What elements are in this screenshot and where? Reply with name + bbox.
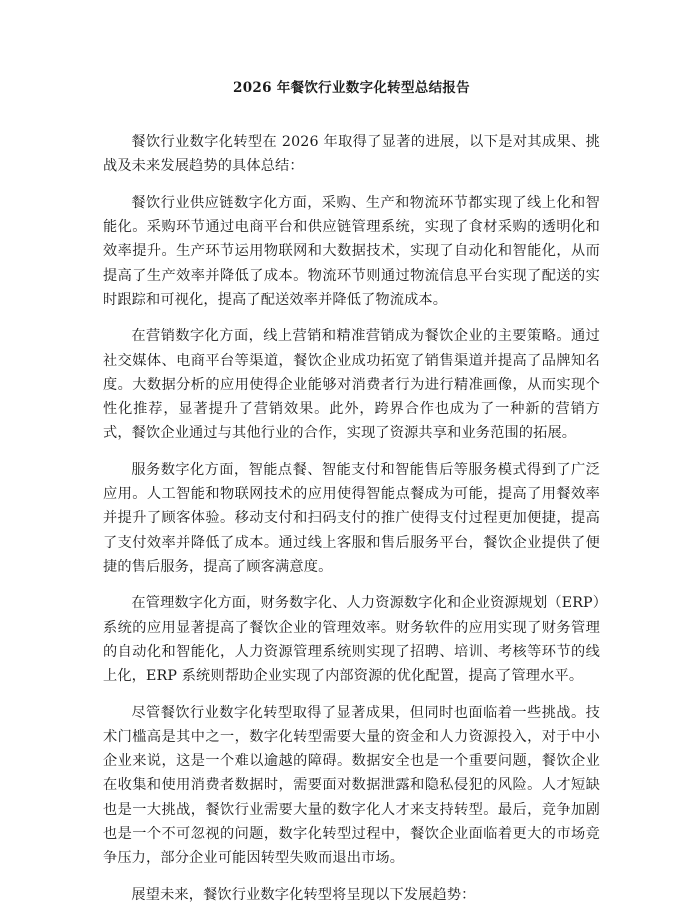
paragraph-challenges: 尽管餐饮行业数字化转型取得了显著成果，但同时也面临着一些挑战。技术门槛高是其中之一，数字化转型需要大量的资金和人力资源投入，对于中小企业来说，这是一个难以逾越的障碍。数据安全也是一个重要问题，餐饮企业在收集和使用消费者数据时，需要面对数据泄露和隐私侵犯的风险。人才短缺也是一大挑战，餐饮行业需要大量的数字化人才来支持转型。最后，竞争加剧也是一个不可忽视的问题，数字化转型过程中，餐饮企业面临着更大的市场竞争压力，部分企业可能因转型失败而退出市场。 — [103, 704, 600, 866]
paragraph-outlook: 展望未来，餐饮行业数字化转型将呈现以下发展趋势： — [131, 886, 476, 903]
paragraph-intro: 餐饮行业数字化转型在 2026 年取得了显著的进展，以下是对其成果、挑战及未来发展趋势的具体总结： — [103, 134, 600, 175]
document-page — [103, 78, 600, 919]
paragraph-management: 在管理数字化方面，财务数字化、人力资源数字化和企业资源规划（ERP）系统的应用显著提高了餐饮企业的管理效率。财务软件的应用实现了财务管理的自动化和智能化，人力资源管理系统则实现了招聘、培训、考核等环节的线上化，ERP 系统则帮助企业实现了内部资源的优化配置，提高了管理水平。 — [103, 595, 600, 685]
document-title: 2026 年餐饮行业数字化转型总结报告 — [233, 80, 470, 96]
paragraph-service: 服务数字化方面，智能点餐、智能支付和智能售后等服务模式得到了广泛应用。人工智能和物联网技术的应用使得智能点餐成为可能，提高了用餐效率并提升了顾客体验。移动支付和扫码支付的推广使得支付过程更加便捷，提高了支付效率并降低了成本。通过线上客服和售后服务平台，餐饮企业提供了便捷的售后服务，提高了顾客满意度。 — [103, 461, 600, 575]
paragraph-marketing: 在营销数字化方面，线上营销和精准营销成为餐饮企业的主要策略。通过社交媒体、电商平台等渠道，餐饮企业成功拓宽了销售渠道并提高了品牌知名度。大数据分析的应用使得企业能够对消费者行为进行精准画像，从而实现个性化推荐，显著提升了营销效果。此外，跨界合作也成为了一种新的营销方式，餐饮企业通过与其他行业的合作，实现了资源共享和业务范围的拓展。 — [103, 328, 600, 442]
paragraph-supply-chain: 餐饮行业供应链数字化方面，采购、生产和物流环节都实现了线上化和智能化。采购环节通过电商平台和供应链管理系统，实现了食材采购的透明化和效率提升。生产环节运用物联网和大数据技术，实现了自动化和智能化，从而提高了生产效率并降低了成本。物流环节则通过物流信息平台实现了配送的实时跟踪和可视化，提高了配送效率并降低了物流成本。 — [103, 194, 600, 308]
